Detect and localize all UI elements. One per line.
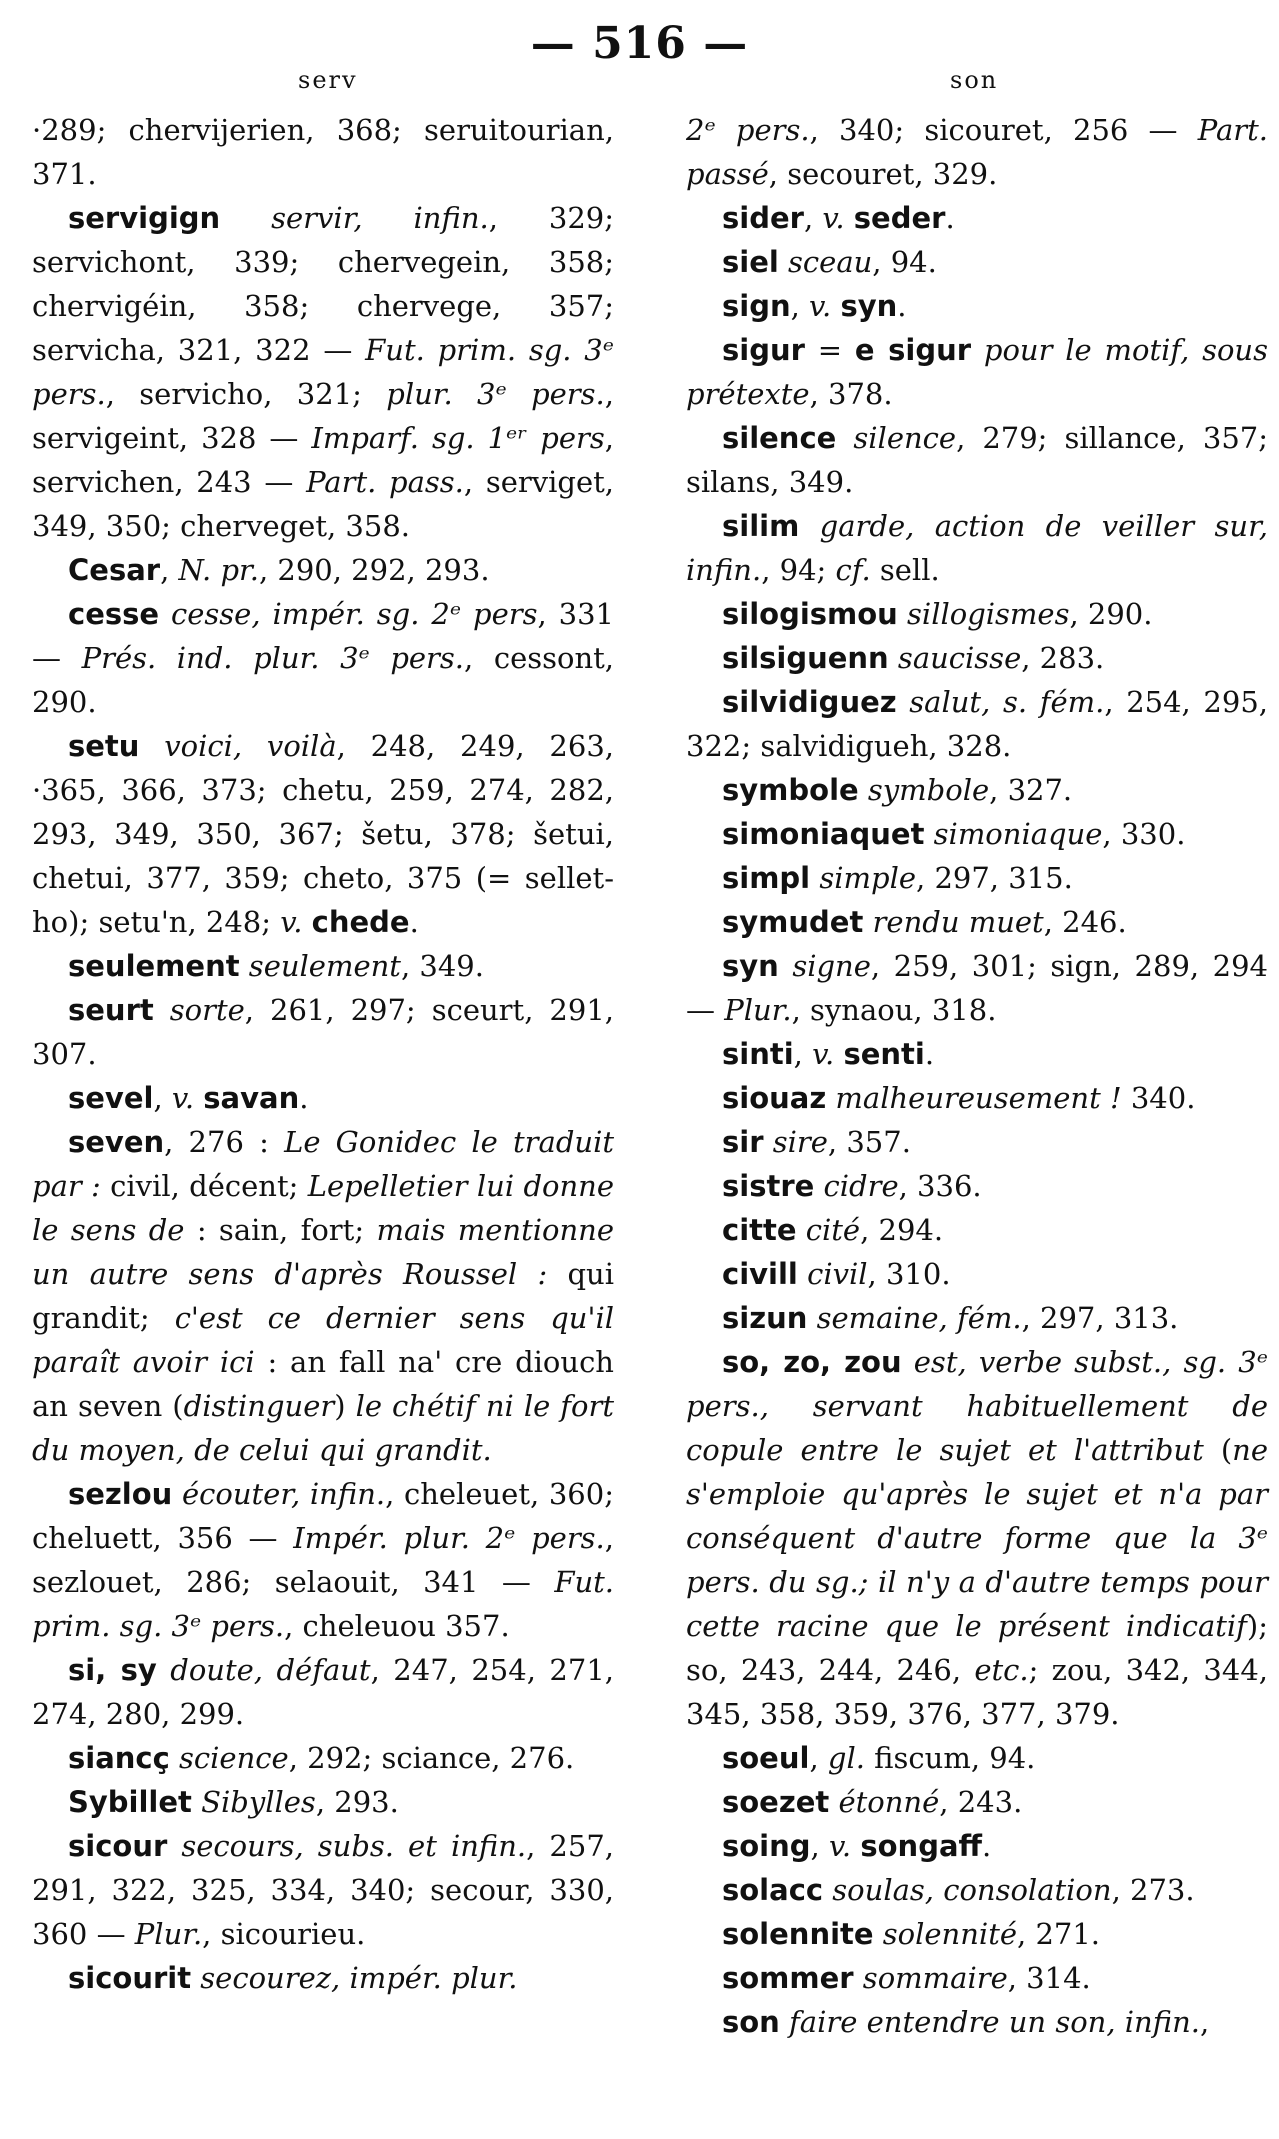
entry-text: , 273. — [1111, 1873, 1195, 1907]
italic-gloss: symbole — [858, 773, 990, 807]
dictionary-entry — [32, 1956, 614, 2000]
dictionary-entry — [32, 1076, 614, 1120]
headword: siel — [722, 245, 779, 279]
italic-gloss: signe — [778, 949, 871, 983]
entry-text — [851, 1829, 860, 1863]
entry-text: fiscum, 94. — [864, 1741, 1036, 1775]
headword: sign — [722, 289, 791, 323]
italic-gloss: soulas, consolation — [823, 1873, 1112, 1907]
italic-gloss: cité — [796, 1213, 861, 1247]
right-column — [686, 108, 1268, 2044]
italic-gloss: silence — [836, 421, 957, 455]
italic-gloss: v. — [828, 1829, 852, 1863]
dictionary-entry — [32, 108, 614, 196]
dictionary-entry — [686, 1780, 1268, 1824]
italic-gloss: etc. — [974, 1653, 1029, 1687]
italic-gloss: secours, subs. et infin. — [167, 1829, 527, 1863]
entry-text: = — [804, 333, 855, 367]
dictionary-entry — [32, 1780, 614, 1824]
dictionary-entry — [686, 240, 1268, 284]
entry-text: , serviget, 349, 350; cherveget, 358. — [32, 465, 614, 543]
italic-gloss: c'est ce dernier sens qu'il paraît avoir ici — [32, 1301, 615, 1379]
dictionary-entry — [32, 1824, 614, 1956]
entry-text: , 294. — [860, 1213, 944, 1247]
dictionary-entry — [686, 1868, 1268, 1912]
entry-text: , 293. — [315, 1785, 399, 1819]
headword: senti — [843, 1037, 925, 1071]
headword: civill — [722, 1257, 798, 1291]
dictionary-entry — [686, 196, 1268, 240]
page-number: — 516 — — [530, 18, 749, 69]
entry-text: , 243. — [939, 1785, 1023, 1819]
headword: soing — [722, 1829, 811, 1863]
headword: son — [722, 2005, 780, 2039]
headword: siouaz — [722, 1081, 827, 1115]
headword: sevel — [68, 1081, 154, 1115]
headword: Cesar — [68, 553, 161, 587]
headword: sir — [722, 1125, 764, 1159]
dictionary-entry — [686, 1296, 1268, 1340]
dictionary-entry — [686, 944, 1268, 1032]
italic-gloss: sillogismes — [897, 597, 1070, 631]
italic-gloss: écouter, infin. — [172, 1477, 386, 1511]
entry-text: , 297, 315. — [916, 861, 1073, 895]
entry-text: , 257, 291, 322, 325, 334, 340; secour, 330, 360 — — [32, 1829, 614, 1951]
italic-gloss: science — [169, 1741, 289, 1775]
entry-text: . — [299, 1081, 309, 1115]
headword: silence — [722, 421, 837, 455]
italic-gloss: plur. 3ᵉ pers. — [386, 377, 605, 411]
italic-gloss: étonné — [829, 1785, 940, 1819]
dictionary-entry — [32, 1472, 614, 1648]
dictionary-entry — [32, 196, 614, 548]
italic-gloss: Fut. prim. sg. 3ᵉ pers. — [32, 333, 614, 411]
headword: seulement — [68, 949, 240, 983]
headword: sommer — [722, 1961, 854, 1995]
entry-text: , 331 — — [32, 597, 614, 675]
dictionary-entry — [32, 1736, 614, 1780]
headword: sigur — [722, 333, 805, 367]
italic-gloss: Le Gonidec le traduit par : — [32, 1125, 614, 1203]
italic-gloss: v. — [822, 201, 845, 235]
italic-gloss: seulement — [239, 949, 401, 983]
headword: cesse — [68, 597, 160, 631]
entry-text: civil, décent; — [100, 1169, 308, 1203]
dictionary-entry — [686, 1252, 1268, 1296]
entry-text: : sain, fort; — [184, 1213, 377, 1247]
headword: e sigur — [854, 333, 972, 367]
entry-text: , 279; sillance, 357; silans, 349. — [686, 421, 1268, 499]
italic-gloss: solennité — [873, 1917, 1018, 1951]
italic-gloss: simple — [810, 861, 917, 895]
entry-text — [302, 905, 311, 939]
entry-text: , cheleuet, 360; cheluett, 356 — — [32, 1477, 614, 1555]
italic-gloss: doute, défaut — [156, 1653, 371, 1687]
headword: citte — [722, 1213, 797, 1247]
headword: soeul — [722, 1741, 810, 1775]
entry-text: , 276 : — [164, 1125, 285, 1159]
italic-gloss: Lepelletier lui donne le sens de — [32, 1169, 614, 1247]
headword: sezlou — [68, 1477, 173, 1511]
dictionary-entry — [686, 1736, 1268, 1780]
entry-text: , 292; sciance, 276. — [288, 1741, 575, 1775]
entry-text: , secouret, 329. — [768, 157, 998, 191]
dictionary-entry — [686, 900, 1268, 944]
entry-text: , 329; servichont, 339; chervegein, 358; chervigéin, 358; chervege, 357; servicha, 321, 322 — — [32, 201, 614, 367]
dictionary-entry — [686, 592, 1268, 636]
dictionary-entry — [686, 504, 1268, 592]
entry-text: , 254, 295, 322; salvidigueh, 328. — [686, 685, 1268, 763]
entry-text: , 248, 249, 263, ·365, 366, 373; chetu, 259, 274, 282, 293, 349, 350, 367; šetu, 378; šetui, chetui, 377, 359; cheto, 375 (= sellet-ho); setu'n, 248; — [32, 729, 614, 939]
running-head-right: son — [950, 66, 999, 94]
entry-text: , 290. — [1069, 597, 1153, 631]
headword: silvidiguez — [722, 685, 897, 719]
italic-gloss: Sibylles — [191, 1785, 316, 1819]
entry-text: qui grandit; — [32, 1257, 615, 1335]
entry-text: , cessont, 290. — [32, 641, 614, 719]
headword: syn — [722, 949, 779, 983]
dictionary-entry — [686, 1164, 1268, 1208]
entry-text: . — [409, 905, 419, 939]
entry-text: ); so, 243, 244, 246, — [686, 1609, 1268, 1687]
headword: chede — [311, 905, 410, 939]
entry-text: , 290, 292, 293. — [258, 553, 490, 587]
entry-text: , 246. — [1043, 905, 1127, 939]
italic-gloss: mais mentionne un autre sens d'après Roussel : — [32, 1213, 614, 1291]
entry-text: , 340; sicouret, 256 — — [809, 113, 1198, 147]
headword: seven — [68, 1125, 165, 1159]
headword: sicour — [68, 1829, 168, 1863]
italic-gloss: 2ᵉ pers. — [686, 113, 810, 147]
entry-text: , sicourieu. — [202, 1917, 366, 1951]
italic-gloss: est, verbe subst., sg. 3ᵉ pers., servant habituellement de copule entre le sujet et l'attribut — [686, 1345, 1268, 1467]
headword: seurt — [68, 993, 154, 1027]
italic-gloss: Imparf. sg. 1ᵉʳ pers — [311, 421, 605, 455]
italic-gloss: Plur. — [724, 993, 792, 1027]
entry-text: , servichen, 243 — — [32, 421, 614, 499]
headword: simoniaquet — [722, 817, 925, 851]
dictionary-entry — [686, 1076, 1268, 1120]
entry-text: . — [945, 201, 955, 235]
headword: sizun — [722, 1301, 808, 1335]
entry-text — [194, 1081, 203, 1115]
italic-gloss: v. — [809, 289, 832, 323]
entry-text: , — [1199, 2005, 1210, 2039]
dictionary-entry — [686, 1956, 1268, 2000]
entry-text: , 349. — [400, 949, 484, 983]
entry-text: sell. — [870, 553, 940, 587]
headword: seder — [853, 201, 946, 235]
italic-gloss: Plur. — [134, 1917, 203, 1951]
italic-gloss: cidre — [814, 1169, 899, 1203]
entry-text: , — [809, 1741, 828, 1775]
dictionary-entry — [686, 1032, 1268, 1076]
dictionary-entry — [686, 108, 1268, 196]
headword: simpl — [722, 861, 811, 895]
entry-text: . — [897, 289, 907, 323]
italic-gloss: le chétif ni le fort du moyen, de celui qui grandit. — [32, 1389, 614, 1467]
entry-text: , synaou, 318. — [791, 993, 997, 1027]
italic-gloss: v. — [171, 1081, 195, 1115]
entry-text: . — [982, 1829, 992, 1863]
entry-text: , — [153, 1081, 172, 1115]
dictionary-entry — [686, 328, 1268, 416]
italic-gloss: sommaire — [853, 1961, 1008, 1995]
dictionary-entry — [32, 1648, 614, 1736]
dictionary-entry — [686, 768, 1268, 812]
entry-text: , 327. — [989, 773, 1073, 807]
italic-gloss: cf. — [835, 553, 871, 587]
headword: savan — [203, 1081, 300, 1115]
entry-text: , 310. — [867, 1257, 951, 1291]
dictionary-entry — [686, 284, 1268, 328]
headword: solennite — [722, 1917, 874, 1951]
italic-gloss: v. — [812, 1037, 835, 1071]
entry-text: , 378. — [809, 377, 893, 411]
dictionary-entry — [32, 548, 614, 592]
headword: syn — [840, 289, 898, 323]
entry-text: , 259, 301; sign, 289, 294 — — [686, 949, 1268, 1027]
entry-text: . — [924, 1037, 935, 1071]
entry-text: , — [793, 1037, 813, 1071]
italic-gloss: Fut. prim. sg. 3ᵉ pers. — [32, 1565, 614, 1643]
dictionary-entry — [686, 856, 1268, 900]
left-column — [32, 108, 614, 2000]
headword: songaff — [860, 1829, 983, 1863]
entry-text: , sezlouet, 286; selaouit, 341 — — [32, 1521, 614, 1599]
entry-text: , 283. — [1021, 641, 1105, 675]
entry-text: , 271. — [1017, 1917, 1101, 1951]
entry-text: , — [803, 201, 823, 235]
entry-text: , 94; — [761, 553, 836, 587]
headword: sider — [722, 201, 804, 235]
headword: sinti — [722, 1037, 794, 1071]
headword: so, zo, zou — [722, 1345, 902, 1379]
entry-text: , 261, 297; sceurt, 291, 307. — [32, 993, 614, 1071]
headword: silsiguenn — [722, 641, 889, 675]
italic-gloss: distinguer — [183, 1389, 335, 1423]
dictionary-entry — [686, 1340, 1268, 1736]
entry-text: , 314. — [1007, 1961, 1091, 1995]
italic-gloss: sorte — [153, 993, 245, 1027]
entry-text: ·289; chervijerien, 368; seruitourian, 371. — [32, 113, 614, 191]
running-head-left: serv — [298, 66, 358, 94]
entry-text: , 247, 254, 271, 274, 280, 299. — [32, 1653, 614, 1731]
italic-gloss: secourez, impér. plur. — [191, 1961, 518, 1995]
dictionary-entry — [32, 1120, 614, 1472]
italic-gloss: v. — [280, 905, 303, 939]
headword: servigign — [68, 201, 221, 235]
italic-gloss: Impér. plur. 2ᵉ pers. — [293, 1521, 605, 1555]
dictionary-entry — [32, 988, 614, 1076]
dictionary-entry — [686, 1208, 1268, 1252]
italic-gloss: rendu muet — [863, 905, 1044, 939]
italic-gloss: salut, s. fém. — [896, 685, 1105, 719]
dictionary-entry — [686, 1120, 1268, 1164]
italic-gloss: Part. pass. — [306, 465, 464, 499]
headword: setu — [68, 729, 140, 763]
entry-text: , 297, 313. — [1021, 1301, 1179, 1335]
dictionary-entry — [686, 812, 1268, 856]
italic-gloss: sceau — [778, 245, 873, 279]
headword: si, sy — [68, 1653, 157, 1687]
dictionary-entry — [32, 944, 614, 988]
dictionary-entry — [686, 680, 1268, 768]
entry-text: ; zou, 342, 344, 345, 358, 359, 376, 377, 379. — [686, 1653, 1268, 1731]
dictionary-entry — [32, 592, 614, 724]
italic-gloss: sire — [763, 1125, 828, 1159]
italic-gloss: Part. passé — [686, 113, 1269, 191]
headword: Sybillet — [68, 1785, 192, 1819]
italic-gloss: faire entendre un son, infin. — [779, 2005, 1200, 2039]
italic-gloss: N. pr. — [178, 553, 259, 587]
entry-text: , servicho, 321; — [105, 377, 387, 411]
italic-gloss: simoniaque — [924, 817, 1103, 851]
entry-text: , 94. — [872, 245, 937, 279]
entry-text: 340. — [1121, 1081, 1196, 1115]
dictionary-entry — [686, 416, 1268, 504]
headword: soezet — [722, 1785, 830, 1819]
headword: silim — [722, 509, 800, 543]
entry-text: : an fall na' cre diouch an seven ( — [32, 1345, 614, 1423]
entry-text: , — [810, 1829, 829, 1863]
headword: sistre — [722, 1169, 815, 1203]
entry-text: , 357. — [827, 1125, 911, 1159]
dictionary-entry — [686, 636, 1268, 680]
italic-gloss: voici, voilà — [139, 729, 337, 763]
dictionary-entry — [686, 1912, 1268, 1956]
headword: siancç — [68, 1741, 170, 1775]
entry-text: ( — [1203, 1433, 1233, 1467]
entry-text: ) — [334, 1389, 356, 1423]
italic-gloss: servir, infin. — [220, 201, 489, 235]
entry-text: , 330. — [1102, 817, 1186, 851]
entry-text: , — [160, 553, 179, 587]
italic-gloss: pour le motif, sous prétexte — [686, 333, 1268, 411]
entry-text: , servigeint, 328 — — [32, 377, 614, 455]
italic-gloss: cesse, impér. sg. 2ᵉ pers — [159, 597, 538, 631]
italic-gloss: gl. — [827, 1741, 865, 1775]
entry-text: , — [790, 289, 810, 323]
italic-gloss: civil — [797, 1257, 868, 1291]
italic-gloss: malheureusement ! — [826, 1081, 1122, 1115]
entry-text: , 336. — [898, 1169, 982, 1203]
dictionary-entry — [686, 2000, 1268, 2044]
headword: symudet — [722, 905, 864, 939]
headword: symbole — [722, 773, 859, 807]
italic-gloss: saucisse — [888, 641, 1022, 675]
dictionary-entry — [32, 724, 614, 944]
italic-gloss: garde, action de veiller sur, infin. — [686, 509, 1268, 587]
italic-gloss: ne s'emploie qu'après le sujet et n'a par conséquent d'autre forme que la 3ᵉ pers. du sg.; il n'y a d'autre temps pour cette racine que le présent indicatif — [686, 1433, 1268, 1643]
entry-text — [845, 201, 854, 235]
headword: silogismou — [722, 597, 898, 631]
italic-gloss: Prés. ind. plur. 3ᵉ pers. — [81, 641, 465, 675]
headword: solacc — [722, 1873, 824, 1907]
dictionary-entry — [686, 1824, 1268, 1868]
entry-text: , cheleuou 357. — [284, 1609, 510, 1643]
headword: sicourit — [68, 1961, 192, 1995]
italic-gloss: semaine, fém. — [807, 1301, 1022, 1335]
